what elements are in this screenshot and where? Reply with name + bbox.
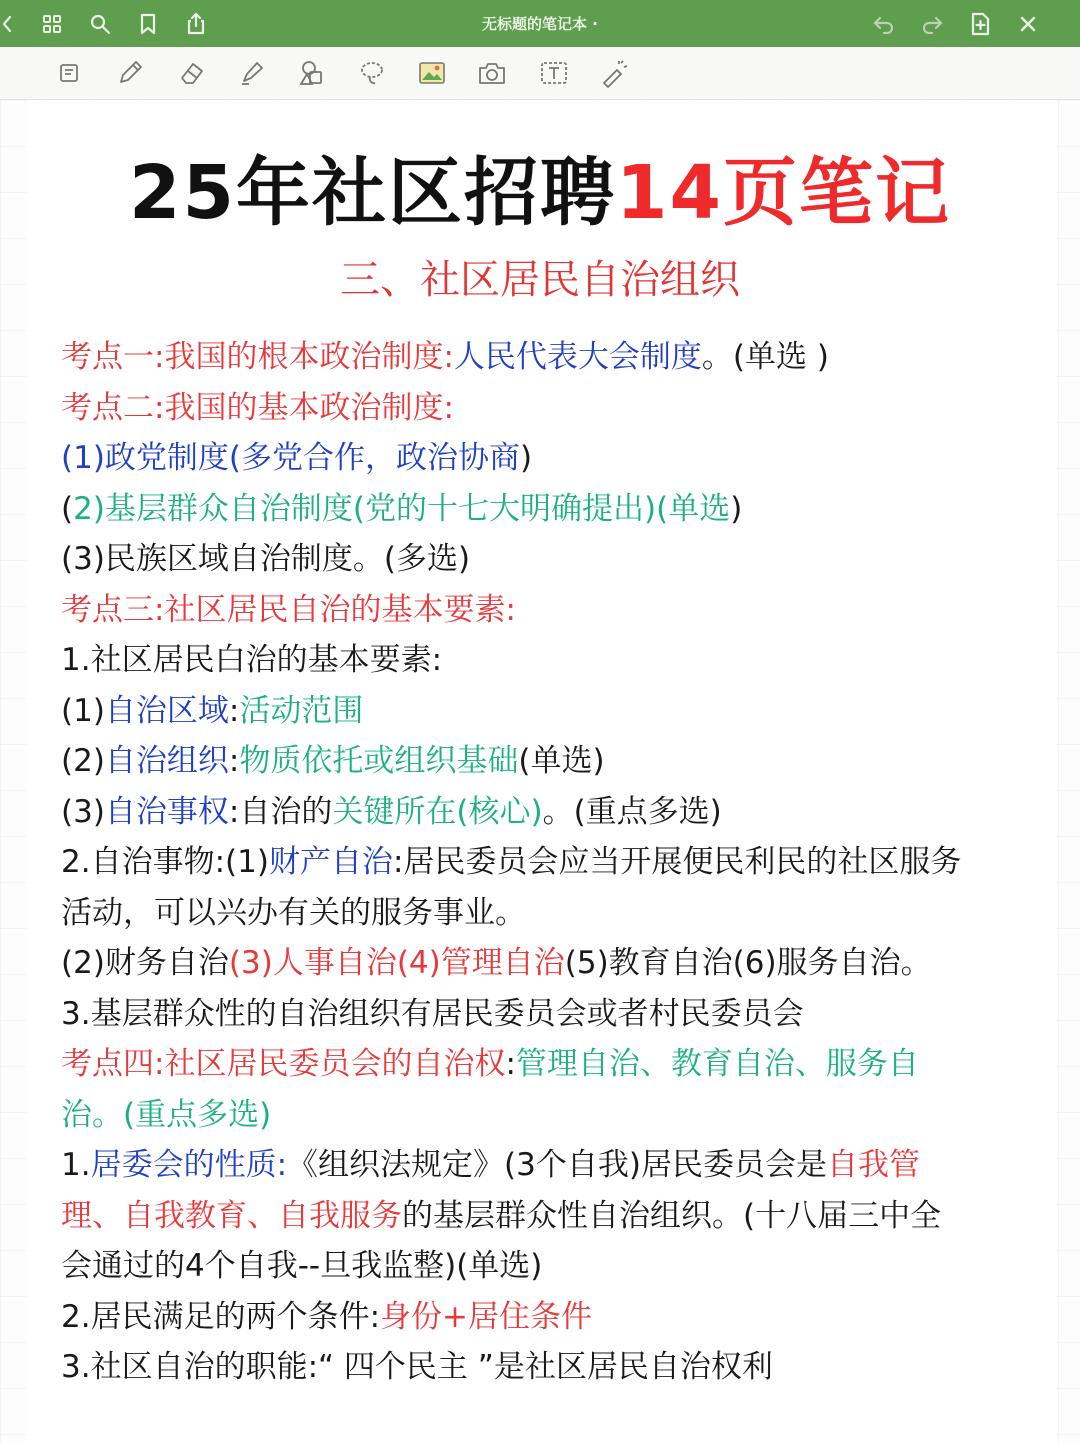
note-text-segment: :自治的 [228, 793, 333, 830]
note-line [61, 837, 1051, 888]
lasso-icon[interactable] [354, 57, 390, 89]
note-line [61, 1039, 1051, 1090]
note-text-segment: 3.基层群众性的自治组织有居民委员会或者村民委员会 [61, 995, 804, 1032]
note-text-segment: 考点四:社区居民委员会的自治权 [61, 1046, 506, 1082]
note-line [61, 534, 1051, 585]
highlighter-icon[interactable] [234, 57, 270, 89]
page-title [0, 134, 1080, 240]
shapes-icon[interactable] [294, 57, 330, 89]
close-icon[interactable] [1014, 10, 1042, 38]
note-text-segment: (3) [61, 793, 105, 830]
note-text-segment: :居民委员会应当开展便民利民的社区服务 [392, 844, 962, 880]
note-text-segment: 。(单选 ) [701, 339, 829, 375]
pen-icon[interactable] [112, 57, 148, 89]
add-page-icon[interactable] [966, 10, 994, 38]
note-text-segment: 考点三:社区居民自治的基本要素: [61, 591, 516, 628]
note-text-segment: (单选) [518, 743, 605, 779]
note-text-segment: 人民代表大会制度 [453, 339, 702, 375]
note-text-segment: ) [730, 490, 743, 527]
tool-bar [0, 47, 1080, 100]
title-red-part: 14页笔记 [616, 150, 951, 236]
note-text-segment: (3)人事自治(4)管理自治 [228, 945, 565, 981]
note-line [61, 383, 1051, 434]
note-text-segment: (3)民族区域自治制度。(多选) [61, 541, 471, 577]
laser-pointer-icon[interactable] [596, 57, 632, 89]
note-line [61, 989, 1051, 1040]
note-line [61, 686, 1051, 737]
note-line [61, 585, 1051, 636]
lasso-select-icon[interactable] [52, 57, 88, 89]
title-black-part: 25年社区招聘 [129, 150, 616, 236]
note-line [61, 433, 1051, 484]
note-line [61, 635, 1051, 686]
note-content [61, 332, 1051, 1393]
note-text-segment: 2.自治事物:(1) [61, 844, 269, 880]
note-text-segment: 3.社区自治的职能:“ 四个民主 ”是社区居民自治权利 [61, 1349, 773, 1385]
note-line [61, 1090, 1051, 1141]
note-line [61, 1241, 1051, 1292]
note-line [61, 736, 1051, 787]
note-text-segment: 自治区域 [104, 692, 229, 729]
eraser-icon[interactable] [174, 57, 210, 89]
note-text-segment: (2)财务自治 [61, 945, 229, 981]
note-text-segment: 会通过的4个自我--旦我监整)(单选) [61, 1248, 543, 1284]
note-text-segment: 管理自治、教育自治、服务自 [515, 1046, 919, 1082]
note-text-segment: (5)教育自治(6)服务自治。 [564, 945, 932, 981]
note-line [61, 888, 1051, 939]
note-text-segment: 《组织法规定》(3个自我)居民委员会是 [287, 1147, 827, 1183]
note-text-segment: 治。(重点多选) [61, 1096, 272, 1133]
image-icon[interactable] [414, 57, 450, 89]
note-text-segment: 2.居民满足的两个条件: [61, 1298, 381, 1335]
notebook-title[interactable]: 无标题的笔记本 · [482, 15, 598, 33]
note-text-segment: 关键所在(核心) [332, 793, 543, 830]
note-line [61, 938, 1051, 989]
camera-icon[interactable] [474, 57, 510, 89]
note-line [61, 1342, 1051, 1393]
note-text-segment: (1)政党制度(多党合作，政治协商 [61, 440, 521, 476]
note-text-segment: 身份+居住条件 [380, 1298, 593, 1335]
note-line [61, 1292, 1051, 1343]
note-text-segment: 1.社区居民白治的基本要素: [61, 642, 443, 678]
note-text-segment: 。(重点多选) [542, 793, 722, 830]
section-title: 三、社区居民自治组织 [340, 257, 740, 303]
note-text-segment: 物质依托或组织基础 [239, 743, 519, 779]
undo-icon[interactable] [870, 10, 898, 38]
note-text-segment: (1) [61, 692, 105, 729]
note-text-segment: 财产自治 [268, 844, 393, 880]
note-line [61, 787, 1051, 838]
note-text-segment: 自治事权 [104, 793, 229, 830]
app-header [0, 0, 1080, 47]
text-box-icon[interactable] [536, 57, 572, 89]
note-text-segment: 2)基层群众自治制度(党的十七大明确提出)(单选 [73, 490, 731, 527]
note-text-segment: 考点二:我国的基本政治制度: [61, 389, 454, 426]
note-line [61, 1191, 1051, 1242]
note-text-segment: 居委会的性质: [90, 1147, 288, 1183]
note-text-segment: ( [61, 490, 74, 527]
note-line [61, 332, 1051, 383]
note-text-segment: 活动，可以兴办有关的服务事业。 [61, 894, 526, 931]
note-text-segment: 活动范围 [239, 692, 364, 729]
note-text-segment: 1. [61, 1147, 91, 1183]
redo-icon[interactable] [918, 10, 946, 38]
note-text-segment: 的基层群众性自治组织。(十八届三中全 [402, 1197, 942, 1234]
note-text-segment: : [228, 743, 240, 779]
note-text-segment: 自我管 [826, 1147, 920, 1183]
note-line [61, 484, 1051, 535]
note-text-segment: 自治组织 [104, 743, 229, 779]
note-text-segment: : [228, 692, 240, 729]
note-line [61, 1140, 1051, 1191]
note-text-segment: 理、自我教育、自我服务 [61, 1197, 402, 1234]
note-text-segment: ) [520, 440, 533, 476]
note-text-segment: (2) [61, 743, 105, 779]
note-text-segment: : [505, 1046, 516, 1082]
note-text-segment: 考点一:我国的根本政治制度: [61, 339, 454, 375]
